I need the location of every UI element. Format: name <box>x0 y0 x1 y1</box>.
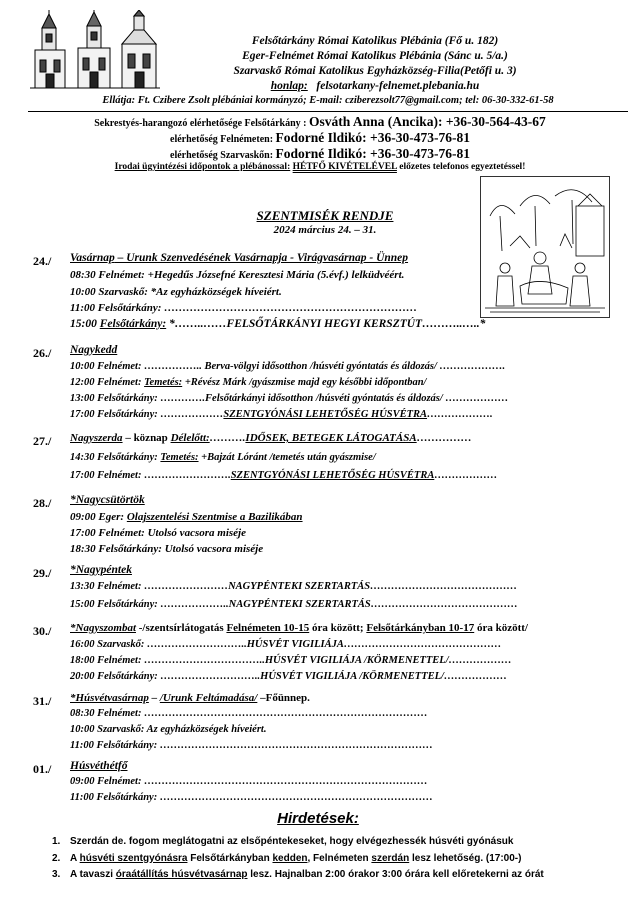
schedule-line: 08:30 Felnémet: +Hegedűs Józsefné Keresztesi Mária (5.évf.) lelküdvéért. <box>70 269 405 281</box>
day-heading: *Húsvétvasárnap – /Urunk Feltámadása/ –Főünnep. <box>70 692 310 704</box>
announcement-item: 3. A tavaszi óraátállítás húsvétvasárnap lesz. Hajnalban 2:00 órakor 3:00 órára kell előretekerni az órát <box>52 869 544 880</box>
schedule-line: 20:00 Felsőtárkány: ………………………..HÚSVÉT VIGILIÁJA /KÖRMENETTEL/……………… <box>70 671 507 682</box>
day-number: 30./ <box>33 624 52 638</box>
schedule-title: SZENTMISÉK RENDJE <box>256 208 394 223</box>
day-number: 31./ <box>33 694 52 708</box>
schedule-line: 13:30 Felnémet: ……………………NAGYPÉNTEKI SZERTARTÁS…………………………………… <box>70 581 518 592</box>
sacristan-value: Osváth Anna (Ancika): +36-30-564-43-67 <box>308 114 546 129</box>
schedule-line: 15:00 Felsőtárkány: ………………..NAGYPÉNTEKI SZERTARTÁS…………………………………… <box>70 599 518 610</box>
schedule-line: 18:00 Felnémet: ……………………………..HÚSVÉT VIGILIÁJA /KÖRMENETTEL/……………… <box>70 655 512 666</box>
schedule-line: 17:00 Felnémet: Utolsó vacsora miséje <box>70 527 246 539</box>
schedule-line: 11:00 Felsőtárkány: …………………………………………………………………… <box>70 740 433 751</box>
parish-line-1: Felsőtárkány Római Katolikus Plébánia (Fő u. 182) <box>251 35 499 47</box>
website-link[interactable]: felsotarkany-felnemet.plebania.hu <box>316 80 480 92</box>
office-hours <box>60 162 580 172</box>
schedule-line: 10:00 Felnémet: …………….. Berva-völgyi idősotthon /húsvéti gyóntatás és áldozás/ ………………. <box>70 361 506 372</box>
day-heading: *Nagypéntek <box>70 564 132 576</box>
schedule-line: 15:00 Felsőtárkány: *……..……FELSŐTÁRKÁNYI HEGYI KERSZTÚT………..…..* <box>70 318 486 330</box>
schedule-line: 10:00 Szarvaskő: Az egyházközségek híveiért. <box>70 724 267 735</box>
schedule-dates: 2024 március 24. – 31. <box>273 224 377 236</box>
schedule-line: 13:00 Felsőtárkány: ………….Felsőtárkányi idősotthon /húsvéti gyóntatás és áldozás/ ……………… <box>70 393 509 404</box>
office-hours-exception: HÉTFŐ KIVÉTELÉVEL <box>292 162 397 172</box>
announcements-title: Hirdetések: <box>277 810 359 827</box>
day-heading: Nagykedd <box>70 344 118 356</box>
sacristan-felsotarkany <box>60 114 580 130</box>
schedule-line: 17:00 Felsőtárkány: ………………SZENTGYÓNÁSI LEHETŐSÉG HÚSVÉTRA………………. <box>70 409 493 420</box>
sacristan-label: Sekrestyés-harangozó elérhetősége Felsőtárkány : <box>94 118 309 129</box>
schedule-line: 11:00 Felsőtárkány: …………………………………………………………………… <box>70 792 433 803</box>
schedule-line: 11:00 Felsőtárkány: …………………………………………………………… <box>70 302 418 314</box>
schedule-line: 14:30 Felsőtárkány: Temetés: +Bajzát Lóránt /temetés után gyászmise/ <box>70 452 376 463</box>
sacristan-szarvasko <box>60 146 580 162</box>
day-number: 26./ <box>33 346 52 360</box>
schedule-line: 16:00 Szarvaskő: ………………………..HÚSVÉT VIGILIÁJA……………………………………… <box>70 639 502 650</box>
day-heading: Vasárnap – Urunk Szenvedésének Vasárnapja - Virágvasárnap - Ünnep <box>70 252 409 264</box>
day-number: 01./ <box>33 762 52 776</box>
announcement-item: 1. Szerdán de. fogom meglátogatni az elsőpéntekeseket, hogy elvégezhessék húsvéti gyónásuk <box>52 836 514 847</box>
parish-line-2: Eger-Felnémet Római Katolikus Plébánia (Sánc u. 5/a.) <box>242 50 508 62</box>
day-number: 28./ <box>33 496 52 510</box>
day-heading: *Nagyszombat -/szentsírlátogatás Felnémeten 10-15 óra között; Felsőtárkányban 10-17 óra között/ <box>70 622 528 634</box>
office-hours-note: előzetes telefonos egyeztetéssel! <box>399 162 526 172</box>
parish-line-3: Szarvaskő Római Katolikus Egyházközség-Filia(Petőfi u. 3) <box>233 65 517 77</box>
sacristan-felnemet <box>60 130 580 146</box>
day-heading: Húsvéthétfő <box>70 760 128 772</box>
sacristan-value: Fodorné Ildikó: +36-30-473-76-81 <box>275 130 470 145</box>
website-line <box>140 79 610 94</box>
schedule-line: 09:00 Eger: Olajszentelési Szentmise a Bazilikában <box>70 511 303 523</box>
day-heading: Nagyszerda – köznap Délelőtt:……….IDŐSEK, BETEGEK LÁTOGATÁSA…………… <box>70 432 472 444</box>
contact-line: Ellátja: Ft. Czibere Zsolt plébániai kormányzó; E-mail: cziberezsolt77@gmail.com; tel: 06-30-332-61-58 <box>102 95 554 106</box>
website-label: honlap: <box>270 80 308 92</box>
schedule-line: 09:00 Felnémet: ……………………………………………………………………… <box>70 776 428 787</box>
palm-sunday-illustration <box>480 176 610 318</box>
day-heading: *Nagycsütörtök <box>70 494 145 506</box>
announcement-item: 2. A húsvéti szentgyónásra Felsőtárkányban kedden, Felnémeten szerdán lesz lehetőség. (17:00-) <box>52 853 522 864</box>
header-divider <box>28 111 628 112</box>
schedule-line: 12:00 Felnémet: Temetés: +Révész Márk /gyászmise majd egy későbbi időpontban/ <box>70 377 427 388</box>
day-number: 24./ <box>33 254 52 268</box>
day-number: 27./ <box>33 434 52 448</box>
schedule-line: 18:30 Felsőtárkány: Utolsó vacsora miséje <box>70 543 264 555</box>
office-hours-label: Irodai ügyintézési időpontok a plébánossal: <box>114 162 291 172</box>
sacristan-value: Fodorné Ildikó: +36-30-473-76-81 <box>275 146 470 161</box>
schedule-line: 17:00 Felnémet: …………………….SZENTGYÓNÁSI LEHETŐSÉG HÚSVÉTRA……………… <box>70 470 498 481</box>
schedule-line: 10:00 Szarvaskő: *Az egyházközségek híveiért. <box>70 286 282 298</box>
day-number: 29./ <box>33 566 52 580</box>
sacristan-label: elérhetőség Szarvaskőn: <box>170 150 276 161</box>
sacristan-label: elérhetőség Felnémeten: <box>170 134 276 145</box>
schedule-line: 08:30 Felnémet: ……………………………………………………………………… <box>70 708 428 719</box>
